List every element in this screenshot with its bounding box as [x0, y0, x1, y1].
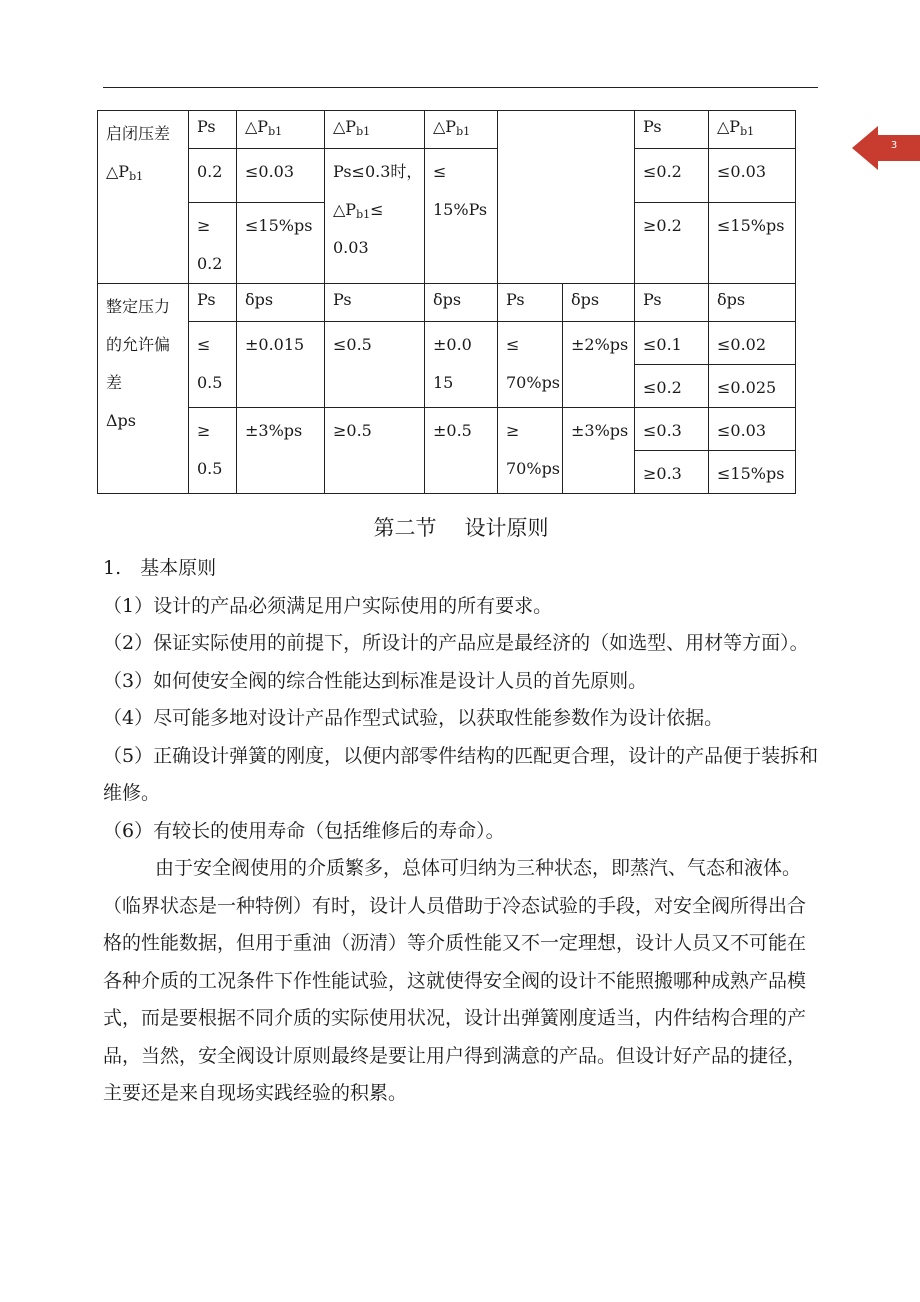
table-header-cell: δps	[709, 284, 796, 322]
table-cell: ≤0.03	[237, 149, 325, 203]
list-item: （6）有较长的使用寿命（包括维修后的寿命）。	[103, 819, 505, 842]
body-paragraph: 由于安全阀使用的介质繁多，总体可归纳为三种状态，即蒸汽、气态和液体。（临界状态是一种特例）有时，设计人员借助于冷态试验的手段，对安全阀所得出合格的性能数据，但用于重油（沥清）等介质性能又不一定理想，设计人员又不可能在各种介质的工况条件下作性能试验，这就使得安全阀的设计不能照搬哪种成熟产品模式，而是要根据不同介质的实际使用状况，设计出弹簧刚度适当，内件结构合理的产品，当然，安全阀设计原则最终是要让用户得到满意的产品。但设计好产品的捷径，主要还是来自现场实践经验的积累。	[103, 857, 807, 1104]
table-header-cell: δps	[425, 284, 498, 322]
table-header-cell: δps	[237, 284, 325, 322]
header-rule	[103, 87, 818, 88]
list-item: （2）保证实际使用的前提下，所设计的产品应是最经济的（如选型、用材等方面）。	[103, 632, 809, 654]
table-header-cell: $\triangle P_{b1}$	[425, 111, 498, 149]
table-header-cell: Ps	[498, 284, 563, 322]
table-cell: ≤0.025	[709, 365, 796, 408]
table-cell: Ps≤0.3时， $\triangle P_{b1}\le$ 0.03	[325, 149, 425, 284]
section-content	[103, 508, 819, 1113]
table-cell: ≤0.02	[709, 322, 796, 365]
table-cell: ≤ 0.5	[189, 322, 237, 408]
table-cell: ≤0.3	[635, 408, 709, 451]
table-cell: ±3%ps	[237, 408, 325, 494]
table-cell: ≥ 70%ps	[498, 408, 563, 494]
section-title: 第二节 设计原则	[373, 516, 549, 540]
table-header-cell: Ps	[635, 284, 709, 322]
table-row	[98, 408, 796, 451]
table-row	[98, 322, 796, 365]
table-cell: ≤0.03	[709, 149, 796, 203]
table-cell: ≤15%ps	[237, 203, 325, 284]
page-number: 3	[890, 140, 898, 151]
table-cell: ≥0.3	[635, 451, 709, 494]
table-cell: ≤ 70%ps	[498, 322, 563, 408]
table-cell: 0.2	[189, 149, 237, 203]
table-cell: ≤0.5	[325, 322, 425, 408]
list-item: （3）如何使安全阀的综合性能达到标准是设计人员的首先原则。	[103, 669, 648, 692]
table-header-cell: Ps	[635, 111, 709, 149]
table-cell: ≤0.2	[635, 365, 709, 408]
section-heading: 1. 基本原则	[103, 557, 217, 579]
list-item: （1）设计的产品必须满足用户实际使用的所有要求。	[103, 594, 553, 617]
table-cell: ±2%ps	[563, 322, 635, 408]
table-header-cell: $\triangle P_{b1}$	[325, 111, 425, 149]
table-header-cell: δps	[563, 284, 635, 322]
table-cell: ≤15%ps	[709, 203, 796, 284]
table-cell: ≤0.2	[635, 149, 709, 203]
table-cell: ±0.0 15	[425, 322, 498, 408]
table-cell: ±0.5	[425, 408, 498, 494]
spec-table	[97, 110, 796, 494]
table-cell: ≤0.1	[635, 322, 709, 365]
table-cell: ≤0.03	[709, 408, 796, 451]
empty-cell	[498, 111, 635, 284]
table-header-cell: Ps	[325, 284, 425, 322]
list-item: （4）尽可能多地对设计产品作型式试验，以获取性能参数作为设计依据。	[103, 707, 724, 729]
table-row	[98, 111, 796, 149]
table-cell: ±3%ps	[563, 408, 635, 494]
row-label-opening-closing: 启闭压差 $\triangle P_{b1}$	[98, 111, 189, 284]
table-row	[98, 284, 796, 322]
table-header-cell: Ps	[189, 284, 237, 322]
list-item: （5）正确设计弹簧的刚度，以便内部零件结构的匹配更合理，设计的产品便于装拆和维修。	[103, 744, 819, 804]
table-cell: ≤15%ps	[709, 451, 796, 494]
table-cell: ≥0.5	[325, 408, 425, 494]
row-label-set-pressure-tolerance: 整定压力 的允许偏 差 Δps	[98, 284, 189, 494]
table-cell: ≥0.2	[635, 203, 709, 284]
table-cell: ≥ 0.5	[189, 408, 237, 494]
table-cell: ≤ 15%Ps	[425, 149, 498, 284]
table-header-cell: $\triangle P_{b1}$	[237, 111, 325, 149]
table-row	[98, 149, 796, 203]
table-cell: ±0.015	[237, 322, 325, 408]
table-header-cell: Ps	[189, 111, 237, 149]
table-header-cell: $\triangle P_{b1}$	[709, 111, 796, 149]
table-cell: ≥ 0.2	[189, 203, 237, 284]
